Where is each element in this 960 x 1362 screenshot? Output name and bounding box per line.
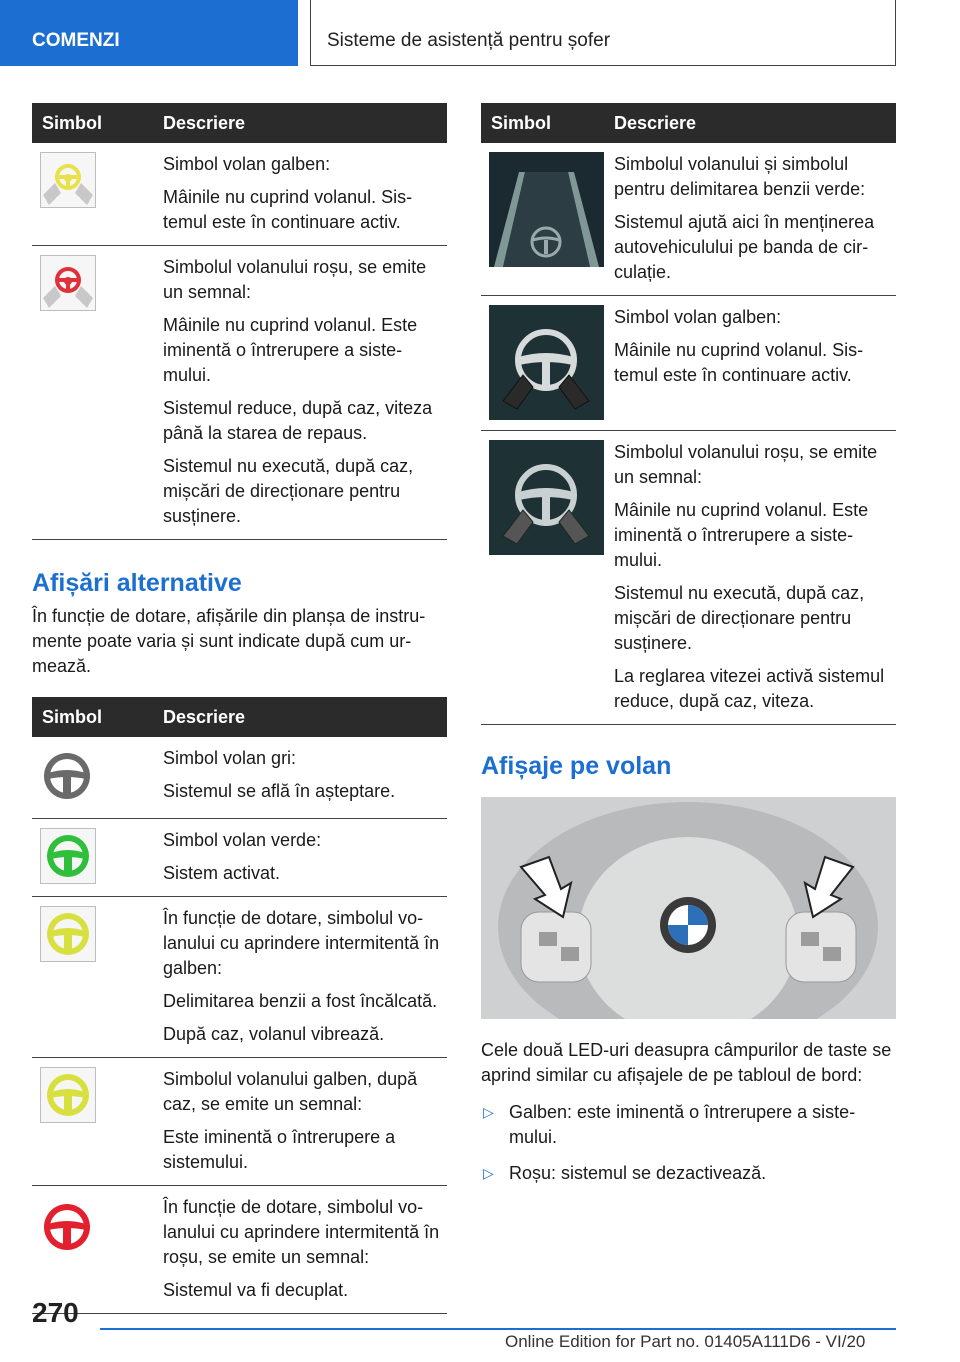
steering-wheel-photo [481,797,896,1019]
row-desc-line: Simbolul volanului roșu, se emite un semnal: [163,257,427,302]
steering-wheel-red-hands-icon [40,255,96,311]
row-desc-line: Simbol volan verde: [163,830,322,850]
right-column [481,103,896,1197]
col-header-description: Descriere [153,697,447,737]
row-desc-line: Simbol volan galben: [163,154,331,174]
triangle-bullet-icon: ▷ [483,1104,494,1120]
footer-divider [100,1328,896,1330]
steering-wheel-red-icon [40,1200,94,1254]
section-paragraph: Cele două LED-uri deasupra câmpurilor de taste se aprind similar cu afișajele de pe tabloul de bord: [481,1040,892,1085]
row-desc-line: Mâinile nu cuprind volanul. Sistemul este în continuare activ. [614,340,864,385]
table-row [32,1058,447,1186]
symbol-table-1 [32,103,447,540]
steering-wheel-yellow-hands-icon [40,152,96,208]
row-desc-line: Sistemul nu execută, după caz, mișcări de direcționare pentru susținere. [614,583,865,653]
col-header-symbol: Simbol [481,103,604,143]
table-row [32,1186,447,1314]
display-steering-wheel-hands-icon [489,305,604,420]
list-item [481,1161,896,1186]
table-row [32,143,447,246]
bullet-text: Galben: este iminentă o întrerupere a sistemului. [509,1102,856,1147]
row-desc-line: Sistemul reduce, după caz, viteza până la starea de repaus. [163,398,433,443]
display-steering-wheel-hands-alert-icon [489,440,604,555]
lane-display-steering-wheel-icon [489,152,604,267]
triangle-bullet-icon: ▷ [483,1165,494,1181]
col-header-description: Descriere [153,103,447,143]
row-desc-line: Simbolul volanului și simbolul pentru delimitarea benzii verde: [614,154,866,199]
row-desc-line: Mâinile nu cuprind volanul. Este iminentă o întrerupere a sistemului. [614,500,869,570]
bullet-text: Roșu: sistemul se dezactivează. [509,1163,767,1183]
table-row [481,296,896,431]
steering-wheel-yellow-flashing-icon [40,906,96,962]
row-desc-line: Simbol volan gri: [163,748,297,768]
section-paragraph: În funcție de dotare, afișările din planșa de instrumente poate varia și sunt indicate după cum urmează. [32,606,426,676]
table-row [32,897,447,1058]
row-desc-line: Sistemul va fi decuplat. [163,1280,349,1300]
row-desc-line: Delimitarea benzii a fost încălcată. [163,991,438,1011]
section-heading-wheel: Afișaje pe volan [481,752,672,780]
row-desc-line: În funcție de dotare, simbolul volanului cu aprindere intermitentă în galben: [163,908,440,978]
footer-edition: Online Edition for Part no. 01405A111D6 - VI/20 [505,1332,866,1351]
symbol-table-3 [481,103,896,725]
section-heading-alternative: Afișări alternative [32,569,242,597]
row-desc-line: După caz, volanul vibrează. [163,1024,385,1044]
row-desc-line: La reglarea vitezei activă sistemul reduce, după caz, viteza. [614,666,885,711]
page-header-title: Sisteme de asistență pentru șofer [310,0,896,66]
row-desc-line: Sistem activat. [163,863,281,883]
row-desc-line: Simbol volan galben: [614,307,782,327]
row-desc-line: Simbolul volanului roșu, se emite un semnal: [614,442,878,487]
table-row [481,143,896,296]
bullet-list [481,1100,896,1186]
row-desc-line: Simbolul volanului galben, după caz, se emite un semnal: [163,1069,418,1114]
table-row [32,737,447,819]
col-header-description: Descriere [604,103,896,143]
row-desc-line: Mâinile nu cuprind volanul. Sistemul este în continuare activ. [163,187,413,232]
section-tab[interactable]: COMENZI [0,0,298,66]
row-desc-line: Este iminentă o întrerupere a sistemului. [163,1127,396,1172]
row-desc-line: Sistemul ajută aici în menținerea autovehiculului pe banda de circulație. [614,212,875,282]
steering-wheel-green-icon [40,828,96,884]
table-row [32,246,447,540]
page-number: 270 [32,1297,79,1328]
col-header-symbol: Simbol [32,103,153,143]
row-desc-line: Sistemul nu execută, după caz, mișcări de direcționare pentru susținere. [163,456,414,526]
table-row [481,431,896,725]
row-desc-line: În funcție de dotare, simbolul volanului cu aprindere intermitentă în roșu, se emite un semnal: [163,1197,440,1267]
list-item [481,1100,896,1150]
row-desc-line: Mâinile nu cuprind volanul. Este iminentă o întrerupere a sistemului. [163,315,418,385]
left-column [32,103,447,1314]
steering-wheel-yellow-signal-icon [40,1067,96,1123]
symbol-table-2 [32,697,447,1314]
row-desc-line: Sistemul se află în așteptare. [163,781,396,801]
steering-wheel-grey-icon [40,749,94,803]
table-row [32,819,447,897]
col-header-symbol: Simbol [32,697,153,737]
